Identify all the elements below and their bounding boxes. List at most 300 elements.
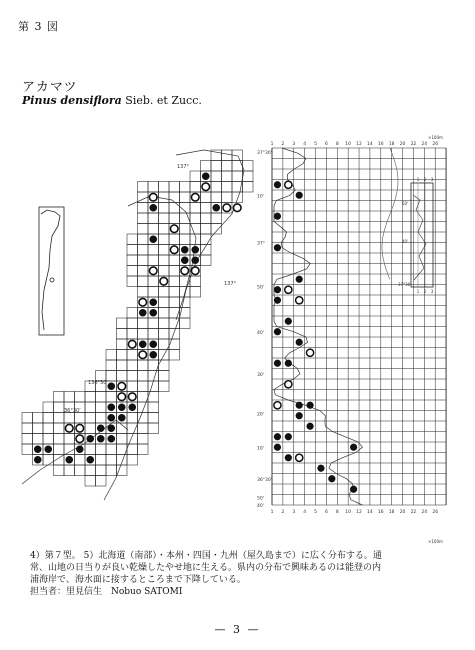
profile-tick-top: 8 — [335, 142, 339, 147]
grid-cell — [148, 423, 159, 434]
grid-cell — [106, 350, 117, 361]
grid-cell — [96, 455, 107, 466]
grid-cell — [138, 329, 149, 340]
grid-cell — [148, 213, 159, 224]
presence-dot-filled — [149, 351, 157, 359]
presence-dot-open — [139, 351, 147, 359]
grid-cell — [190, 182, 201, 193]
grid-cell — [117, 434, 128, 445]
grid-cell — [117, 329, 128, 340]
grid-cell — [33, 423, 44, 434]
profile-tick-top: 4 — [303, 142, 307, 147]
grid-cell — [33, 413, 44, 424]
grid-cell — [138, 213, 149, 224]
grid-cell — [232, 171, 243, 182]
grid-cell — [22, 423, 33, 434]
grid-cell — [169, 192, 180, 203]
grid-cell — [85, 402, 96, 413]
profile-dot-filled — [274, 213, 281, 220]
profile-dot-filled — [306, 423, 313, 430]
profile-tick-bottom: 18 — [388, 510, 395, 515]
grid-cell — [190, 171, 201, 182]
grid-cell — [138, 434, 149, 445]
presence-dot-filled — [44, 445, 52, 453]
inset-profile — [398, 177, 434, 294]
grid-cell — [138, 255, 149, 266]
profile-dot-filled — [296, 339, 303, 346]
grid-cell — [169, 213, 180, 224]
grid-cell — [169, 308, 180, 319]
profile-lat-label: 10' — [257, 194, 264, 200]
grid-cell — [64, 434, 75, 445]
grid-cell — [85, 444, 96, 455]
figure-label: 第 3 図 — [18, 20, 59, 33]
grid-cell — [148, 413, 159, 424]
grid-cell — [201, 255, 212, 266]
index-map — [39, 207, 64, 335]
grid-cell — [180, 182, 191, 193]
profile-tick-top: 3 — [292, 142, 296, 147]
grid-cell — [159, 192, 170, 203]
profile-tick-top: 16 — [377, 142, 384, 147]
grid-cell — [138, 276, 149, 287]
grid-cell — [148, 255, 159, 266]
inset-lat-label: 37°30' — [398, 282, 412, 287]
grid-cell — [138, 203, 149, 214]
profile-lat-label: 37°30' — [257, 151, 272, 157]
grid-cell — [159, 182, 170, 193]
profile-dot-filled — [274, 328, 281, 335]
grid-cell — [75, 413, 86, 424]
profile-tick-top: 6 — [324, 142, 328, 147]
presence-dot-open — [160, 277, 168, 285]
grid-cell — [54, 423, 65, 434]
presence-dot-open — [65, 424, 73, 432]
profile-lat-labels — [257, 150, 272, 509]
profile-dot-filled — [285, 360, 292, 367]
grid-cell — [127, 444, 138, 455]
inset-tick: 3 — [430, 177, 434, 182]
profile-dot-filled — [274, 444, 281, 451]
profile-dot-filled — [285, 433, 292, 440]
profile-tick-bottom: 4 — [303, 510, 307, 515]
grid-cell — [85, 413, 96, 424]
grid-cell — [96, 413, 107, 424]
grid-cell — [201, 192, 212, 203]
grid-cell — [159, 234, 170, 245]
profile-dot-filled — [317, 465, 324, 472]
presence-dot-open — [191, 267, 199, 275]
elevation-profile — [257, 135, 446, 544]
presence-dot-filled — [118, 403, 126, 411]
grid-cell — [180, 234, 191, 245]
grid-cell — [159, 308, 170, 319]
grid-cell — [180, 276, 191, 287]
profile-dot-filled — [306, 402, 313, 409]
grid-cell — [54, 444, 65, 455]
presence-dot-filled — [181, 246, 189, 254]
grid-cell — [127, 245, 138, 256]
grid-cell — [169, 276, 180, 287]
grid-cell — [54, 392, 65, 403]
profile-dot-open — [285, 181, 292, 188]
grid-cell — [159, 371, 170, 382]
species-authority: Sieb. et Zucc. — [121, 94, 202, 107]
grid-cell — [201, 234, 212, 245]
profile-lat-label: 30' — [257, 372, 264, 378]
grid-cell — [43, 402, 54, 413]
profile-dot-filled — [274, 297, 281, 304]
presence-dot-open — [118, 393, 126, 401]
presence-dot-filled — [149, 204, 157, 212]
grid-cell — [190, 213, 201, 224]
species-binomial: Pinus densiflora — [22, 94, 122, 107]
grid-cell — [117, 465, 128, 476]
grid-cell — [169, 266, 180, 277]
grid-cell — [148, 371, 159, 382]
presence-dot-filled — [149, 298, 157, 306]
grid-cell — [169, 255, 180, 266]
page-number: — 3 — — [214, 623, 261, 636]
caption-line-1: 4）第７型。 5）北海道（南部）・本州・四国・九州（屋久島まで）に広く分布する。通 — [30, 551, 382, 561]
grid-cell — [64, 413, 75, 424]
grid-cell — [148, 224, 159, 235]
presence-dot-open — [149, 267, 157, 275]
grid-cell — [85, 465, 96, 476]
lon-label-a: 137° — [177, 164, 190, 170]
profile-tick-top: 24 — [421, 142, 428, 147]
grid-cell — [159, 297, 170, 308]
inset-curve — [413, 195, 426, 280]
grid-cell — [159, 329, 170, 340]
grid-cell — [106, 444, 117, 455]
profile-dot-open — [285, 286, 292, 293]
grid-cell — [169, 329, 180, 340]
inset-tick: 2 — [423, 177, 427, 182]
presence-dot-filled — [149, 235, 157, 243]
lat-label-a: 36°30' — [64, 408, 81, 414]
grid-cell — [127, 329, 138, 340]
presence-dot-filled — [97, 424, 105, 432]
grid-cell — [180, 192, 191, 203]
grid-cell — [64, 392, 75, 403]
profile-tick-top: 5 — [314, 142, 317, 147]
grid-cell — [169, 318, 180, 329]
grid-cell — [106, 465, 117, 476]
grid-cell — [148, 182, 159, 193]
grid-cell — [138, 287, 149, 298]
grid-cell — [190, 203, 201, 214]
presence-dot-open — [128, 393, 136, 401]
profile-dot-open — [306, 349, 313, 356]
presence-dot-filled — [212, 204, 220, 212]
profile-dot-filled — [274, 181, 281, 188]
profile-tick-bottom: 22 — [410, 510, 417, 515]
species-japanese-name: アカマツ — [22, 80, 78, 95]
grid-cell — [127, 266, 138, 277]
grid-cell — [106, 360, 117, 371]
profile-dot-filled — [350, 444, 357, 451]
grid-cell — [22, 434, 33, 445]
profile-dot-filled — [296, 412, 303, 419]
grid-cell — [22, 413, 33, 424]
grid-cell — [54, 413, 65, 424]
grid-cell — [117, 318, 128, 329]
grid-cell — [96, 465, 107, 476]
inset-lat-label: 40' — [402, 239, 409, 244]
grid-cell — [138, 266, 149, 277]
grid-cell — [169, 182, 180, 193]
grid-cell — [201, 224, 212, 235]
profile-tick-bottom: 5 — [314, 510, 317, 515]
profile-tick-bottom: 14 — [367, 510, 373, 515]
grid-cell — [127, 381, 138, 392]
grid-cell — [138, 224, 149, 235]
presence-dot-filled — [149, 340, 157, 348]
profile-tick-top: 14 — [367, 142, 373, 147]
elevation-curve-secondary — [382, 148, 398, 279]
grid-cell — [222, 182, 233, 193]
inset-tick: 2 — [423, 289, 427, 294]
grid-cell — [148, 287, 159, 298]
profile-grid — [272, 148, 446, 505]
profile-tick-bottom: 16 — [377, 510, 384, 515]
grid-cell — [138, 182, 149, 193]
presence-dot-open — [149, 193, 157, 201]
grid-cell — [117, 339, 128, 350]
grid-cell — [148, 329, 159, 340]
profile-dot-filled — [274, 244, 281, 251]
grid-cell — [190, 224, 201, 235]
grid-cell — [232, 192, 243, 203]
grid-cell — [54, 434, 65, 445]
presence-dot-filled — [191, 246, 199, 254]
grid-cell — [169, 287, 180, 298]
grid-cell — [201, 213, 212, 224]
presence-dot-open — [202, 183, 210, 191]
profile-lat-label: 50' — [257, 285, 264, 291]
profile-tick-bottom: 1 — [270, 510, 274, 515]
grid-cell — [211, 171, 222, 182]
profile-tick-bottom: 6 — [324, 510, 328, 515]
profile-dot-filled — [285, 318, 292, 325]
profile-tick-top: 12 — [356, 142, 362, 147]
presence-dot-filled — [107, 414, 115, 422]
presence-dot-open — [128, 340, 136, 348]
grid-cell — [85, 476, 96, 487]
grid-cell — [169, 234, 180, 245]
profile-tick-top: 10 — [345, 142, 352, 147]
presence-dot-filled — [128, 403, 136, 411]
presence-dot-filled — [107, 435, 115, 443]
lon-label-c: 136°30' — [88, 380, 108, 386]
profile-tick-bottom: 12 — [356, 510, 362, 515]
profile-lat-label: 37° — [257, 241, 265, 247]
profile-tick-bottom: 10 — [345, 510, 352, 515]
grid-cell — [33, 434, 44, 445]
grid-cell — [117, 371, 128, 382]
grid-cell — [190, 287, 201, 298]
inset-lat-label: 50' — [402, 201, 409, 206]
profile-lat-label: 50' — [257, 496, 264, 502]
presence-dot-filled — [34, 456, 42, 464]
grid-cell — [169, 203, 180, 214]
grid-cell — [43, 455, 54, 466]
presence-dot-filled — [139, 340, 147, 348]
grid-cell — [211, 213, 222, 224]
profile-dot-filled — [296, 402, 303, 409]
grid-cell — [190, 276, 201, 287]
grid-cell — [127, 255, 138, 266]
grid-cell — [159, 224, 170, 235]
grid-cell — [117, 360, 128, 371]
inset-tick: 3 — [430, 289, 434, 294]
grid-cell — [138, 245, 149, 256]
grid-cell — [75, 465, 86, 476]
grid-cell — [148, 276, 159, 287]
profile-dot-filled — [350, 486, 357, 493]
grid-cell — [64, 444, 75, 455]
profile-tick-bottom: 3 — [292, 510, 296, 515]
presence-dot-filled — [118, 414, 126, 422]
grid-cell — [96, 444, 107, 455]
grid-cell — [106, 455, 117, 466]
presence-dot-open — [118, 382, 126, 390]
presence-dot-filled — [139, 309, 147, 317]
grid-cell — [138, 413, 149, 424]
presence-dot-filled — [191, 256, 199, 264]
profile-ticks-bottom — [271, 509, 439, 515]
grid-cell — [159, 255, 170, 266]
grid-cell — [127, 350, 138, 361]
index-map-coast — [41, 210, 60, 330]
profile-tick-top: 20 — [399, 142, 406, 147]
grid-cell — [148, 402, 159, 413]
grid-cell — [127, 318, 138, 329]
presence-dot-filled — [34, 445, 42, 453]
presence-dot-open — [170, 225, 178, 233]
grid-cell — [201, 203, 212, 214]
grid-cell — [222, 171, 233, 182]
grid-cell — [159, 203, 170, 214]
profile-tick-top: 2 — [281, 142, 285, 147]
grid-cell — [159, 266, 170, 277]
profile-unit-bottom: ×100m — [428, 539, 443, 544]
grid-cell — [85, 392, 96, 403]
grid-cell — [180, 224, 191, 235]
grid-cell — [148, 245, 159, 256]
grid-cell — [96, 402, 107, 413]
grid-cell — [85, 423, 96, 434]
profile-dot-filled — [274, 360, 281, 367]
profile-dot-open — [285, 381, 292, 388]
grid-cell — [138, 423, 149, 434]
presence-dot-open — [181, 267, 189, 275]
grid-cell — [138, 234, 149, 245]
grid-cell — [138, 360, 149, 371]
profile-tick-bottom: 8 — [335, 510, 339, 515]
caption-line-4: 担当者：里見信生 Nobuo SATOMI — [30, 587, 183, 597]
grid-cell — [222, 161, 233, 172]
profile-dot-filled — [274, 433, 281, 440]
grid-cell — [211, 224, 222, 235]
grid-cell — [54, 402, 65, 413]
grid-cell — [159, 245, 170, 256]
grid-cell — [127, 360, 138, 371]
presence-dot-open — [139, 298, 147, 306]
grid-cell — [127, 455, 138, 466]
grid-cell — [64, 465, 75, 476]
profile-lat-label: 40' — [257, 330, 264, 336]
grid-cell — [180, 297, 191, 308]
prefecture-grid-map — [22, 150, 253, 486]
profile-dot-open — [296, 454, 303, 461]
profile-lat-label: 40' — [257, 504, 264, 509]
grid-cell — [43, 434, 54, 445]
grid-cell — [211, 161, 222, 172]
presence-dot-filled — [202, 172, 210, 180]
grid-cell — [222, 192, 233, 203]
inset-tick: 1 — [416, 177, 420, 182]
grid-cell — [138, 381, 149, 392]
profile-dot-filled — [328, 475, 335, 482]
grid-cell — [211, 192, 222, 203]
profile-dot-filled — [296, 192, 303, 199]
grid-cell — [159, 381, 170, 392]
grid-cell — [43, 413, 54, 424]
inset-frame — [411, 183, 433, 287]
profile-tick-top: 18 — [388, 142, 395, 147]
grid-cell — [159, 213, 170, 224]
presence-dot-open — [76, 424, 84, 432]
grid-cell — [96, 392, 107, 403]
presence-dot-filled — [107, 403, 115, 411]
grid-cell — [96, 476, 107, 487]
grid-cell — [243, 182, 254, 193]
profile-tick-top: 26 — [432, 142, 439, 147]
grid-cell — [54, 465, 65, 476]
grid-cell — [127, 371, 138, 382]
grid-cell — [159, 287, 170, 298]
presence-dot-filled — [86, 456, 94, 464]
presence-dot-open — [76, 435, 84, 443]
grid-cell — [75, 455, 86, 466]
profile-tick-bottom: 26 — [432, 510, 439, 515]
grid-cell — [127, 234, 138, 245]
grid-cell — [138, 444, 149, 455]
profile-ticks-top — [271, 141, 439, 147]
presence-dot-open — [223, 204, 231, 212]
profile-dot-filled — [274, 286, 281, 293]
lon-label-b: 137° — [224, 281, 237, 287]
presence-dot-filled — [65, 456, 73, 464]
grid-cell — [222, 150, 233, 161]
grid-cell — [127, 434, 138, 445]
presence-dot-open — [191, 193, 199, 201]
grid-cell — [138, 318, 149, 329]
profile-unit-top: ×100m — [428, 135, 443, 140]
profile-dot-open — [296, 297, 303, 304]
grid-cell — [211, 182, 222, 193]
presence-dot-filled — [149, 309, 157, 317]
grid-cell — [243, 171, 254, 182]
profile-lat-label: 36°30' — [257, 477, 272, 483]
presence-dot-filled — [76, 445, 84, 453]
presence-dot-filled — [107, 424, 115, 432]
grid-cell — [169, 297, 180, 308]
grid-cell — [180, 318, 191, 329]
grid-cell — [127, 308, 138, 319]
